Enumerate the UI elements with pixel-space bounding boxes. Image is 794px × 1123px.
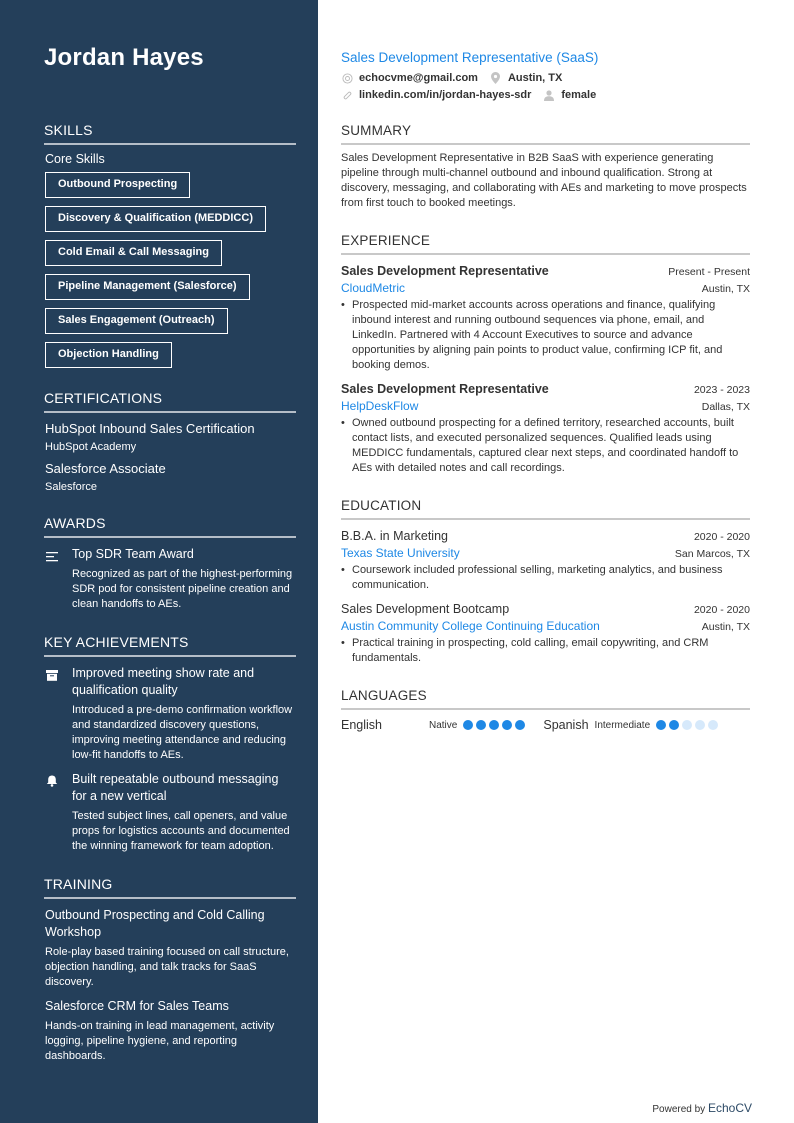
experience-entry xyxy=(341,264,750,373)
skill-chip: Pipeline Management (Salesforce) xyxy=(45,274,250,300)
training-desc: Role-play based training focused on call structure, objection handling, and talk tracks for SaaS discovery. xyxy=(45,946,289,988)
education-section xyxy=(341,498,750,666)
language-name: Spanish xyxy=(543,718,589,732)
at-icon xyxy=(341,72,353,84)
archive-icon xyxy=(44,665,72,763)
dates: 2020 - 2020 xyxy=(693,604,750,616)
proficiency-dots xyxy=(656,720,718,730)
skill-chip: Sales Engagement (Outreach) xyxy=(45,308,228,334)
award-desc: Recognized as part of the highest-performing SDR pod for consistent pipeline creation and clean handoffs to AEs. xyxy=(72,568,293,610)
achievement-item xyxy=(44,771,296,854)
dates: Present - Present xyxy=(668,266,750,278)
award-item xyxy=(44,546,296,612)
degree: Sales Development Bootcamp xyxy=(341,602,510,616)
company: CloudMetric xyxy=(341,281,406,295)
certifications-section xyxy=(44,390,296,493)
role: Sales Development Representative xyxy=(341,382,549,396)
cert-name: HubSpot Inbound Sales Certification xyxy=(45,421,255,436)
degree: B.B.A. in Marketing xyxy=(341,529,448,543)
achievement-item xyxy=(44,665,296,763)
training-section xyxy=(44,876,296,1064)
languages-list xyxy=(341,718,750,732)
language-item xyxy=(543,718,718,732)
location: Austin, TX xyxy=(701,283,750,295)
bullet-item: • Practical training in prospecting, cold calling, email copywriting, and CRM fundamentals. xyxy=(341,636,750,666)
user-icon xyxy=(543,89,555,101)
dates: 2020 - 2020 xyxy=(693,531,750,543)
link-icon xyxy=(341,89,353,101)
awards-section xyxy=(44,515,296,612)
language-item xyxy=(341,718,525,732)
location: Dallas, TX xyxy=(701,401,750,413)
skills-section xyxy=(44,122,296,368)
company: HelpDeskFlow xyxy=(341,399,419,413)
award-title: Top SDR Team Award xyxy=(72,547,194,561)
education-entry xyxy=(341,529,750,593)
bullet-text: Owned outbound prospecting for a defined territory, researched accounts, built contact lists, and executed personalized sequences. Qualified leads using MEDDICC fundamentals, captured clear next steps, and coordinated handoff to AEs with detailed notes and call recordings. xyxy=(352,417,739,474)
experience-entry xyxy=(341,382,750,476)
section-title: LANGUAGES xyxy=(341,688,750,710)
languages-section xyxy=(341,688,750,732)
achievements-section xyxy=(44,634,296,854)
school: Austin Community College Continuing Education xyxy=(341,619,600,633)
main-content xyxy=(341,0,750,732)
skill-chip: Discovery & Qualification (MEDDICC) xyxy=(45,206,266,232)
training-desc: Hands-on training in lead management, activity logging, pipeline hygiene, and reporting dashboards. xyxy=(45,1020,275,1062)
achievement-title: Built repeatable outbound messaging for a new vertical xyxy=(72,772,279,803)
bullet-text: Practical training in prospecting, cold calling, email copywriting, and CRM fundamentals. xyxy=(352,637,709,664)
gender: female xyxy=(561,89,597,101)
education-entry xyxy=(341,602,750,666)
location: Austin, TX xyxy=(507,72,563,84)
section-title: TRAINING xyxy=(44,876,296,899)
cert-name: Salesforce Associate xyxy=(45,461,166,476)
candidate-name: Jordan Hayes xyxy=(44,44,204,71)
proficiency-dots xyxy=(463,720,525,730)
skill-chip: Cold Email & Call Messaging xyxy=(45,240,222,266)
language-name: English xyxy=(341,718,382,732)
cert-org: Salesforce xyxy=(45,481,97,493)
brand-link[interactable]: EchoCV xyxy=(707,1101,752,1115)
footer xyxy=(652,1101,752,1115)
training-title: Outbound Prospecting and Cold Calling Workshop xyxy=(45,908,265,939)
contact-row xyxy=(341,72,750,84)
bullet-item: • Prospected mid-market accounts across operations and finance, qualifying inbound interest and running outbound sequences via phone, email, and LinkedIn. Partnered with 4 Account Executives to source and advance opportunities by aligning pain points to product value, confirming ICP fit, and booking demos. xyxy=(341,298,750,373)
section-title: SKILLS xyxy=(44,122,296,145)
linkedin-link[interactable]: linkedin.com/in/jordan-hayes-sdr xyxy=(359,89,532,101)
section-title: SUMMARY xyxy=(341,123,750,145)
language-level: Intermediate xyxy=(594,719,651,731)
skills-group-label: Core Skills xyxy=(45,152,105,166)
section-title: CERTIFICATIONS xyxy=(44,390,296,413)
bell-icon xyxy=(44,771,72,854)
bullet-text: Prospected mid-market accounts across operations and finance, qualifying inbound interest and running outbound sequences via phone, email, and LinkedIn. Partnered with 4 Account Executives to source and advance opportunities by aligning pain points to product value, confirming ICP fit, and booking demos. xyxy=(352,299,723,371)
section-title: EDUCATION xyxy=(341,498,750,520)
footer-prefix: Powered by xyxy=(652,1104,706,1115)
summary-section xyxy=(341,123,750,211)
experience-section xyxy=(341,233,750,476)
job-title: Sales Development Representative (SaaS) xyxy=(341,50,599,65)
skills-list xyxy=(44,172,296,368)
sidebar xyxy=(0,0,318,1123)
email[interactable]: echocvme@gmail.com xyxy=(359,72,478,84)
list-icon xyxy=(44,546,72,612)
language-level: Native xyxy=(429,719,458,731)
training-title: Salesforce CRM for Sales Teams xyxy=(45,999,229,1013)
section-title: KEY ACHIEVEMENTS xyxy=(44,634,296,657)
section-title: EXPERIENCE xyxy=(341,233,750,255)
dates: 2023 - 2023 xyxy=(693,384,750,396)
achievement-desc: Tested subject lines, call openers, and value props for logistics accounts and documented the winning framework for team adoption. xyxy=(72,810,290,852)
role: Sales Development Representative xyxy=(341,264,549,278)
location: Austin, TX xyxy=(701,621,750,633)
bullet-text: Coursework included professional selling, marketing analytics, and business communication. xyxy=(352,564,723,591)
cert-org: HubSpot Academy xyxy=(45,441,137,453)
bullet-item: • Coursework included professional selling, marketing analytics, and business communication. xyxy=(341,563,750,593)
bullet-item: • Owned outbound prospecting for a defined territory, researched accounts, built contact lists, and executed personalized sequences. Qualified leads using MEDDICC fundamentals, captured clear next steps, and coordinated handoff to AEs with detailed notes and call recordings. xyxy=(341,416,750,476)
location-pin-icon xyxy=(490,72,502,84)
section-title: AWARDS xyxy=(44,515,296,538)
skill-chip: Outbound Prospecting xyxy=(45,172,190,198)
school: Texas State University xyxy=(341,546,460,560)
achievement-title: Improved meeting show rate and qualification quality xyxy=(72,666,255,697)
achievement-desc: Introduced a pre-demo confirmation workflow and standardized discovery questions, improving meeting attendance and reducing low-fit handoffs to AEs. xyxy=(72,704,293,761)
summary-text: Sales Development Representative in B2B SaaS with experience generating pipeline through multi-channel outbound and inbound qualification. Strong at discovery, messaging, and collaborating with AEs and marketing to move prospects from first touch to booked meetings. xyxy=(341,152,747,209)
contact-row xyxy=(341,89,750,101)
location: San Marcos, TX xyxy=(674,548,750,560)
skill-chip: Objection Handling xyxy=(45,342,172,368)
